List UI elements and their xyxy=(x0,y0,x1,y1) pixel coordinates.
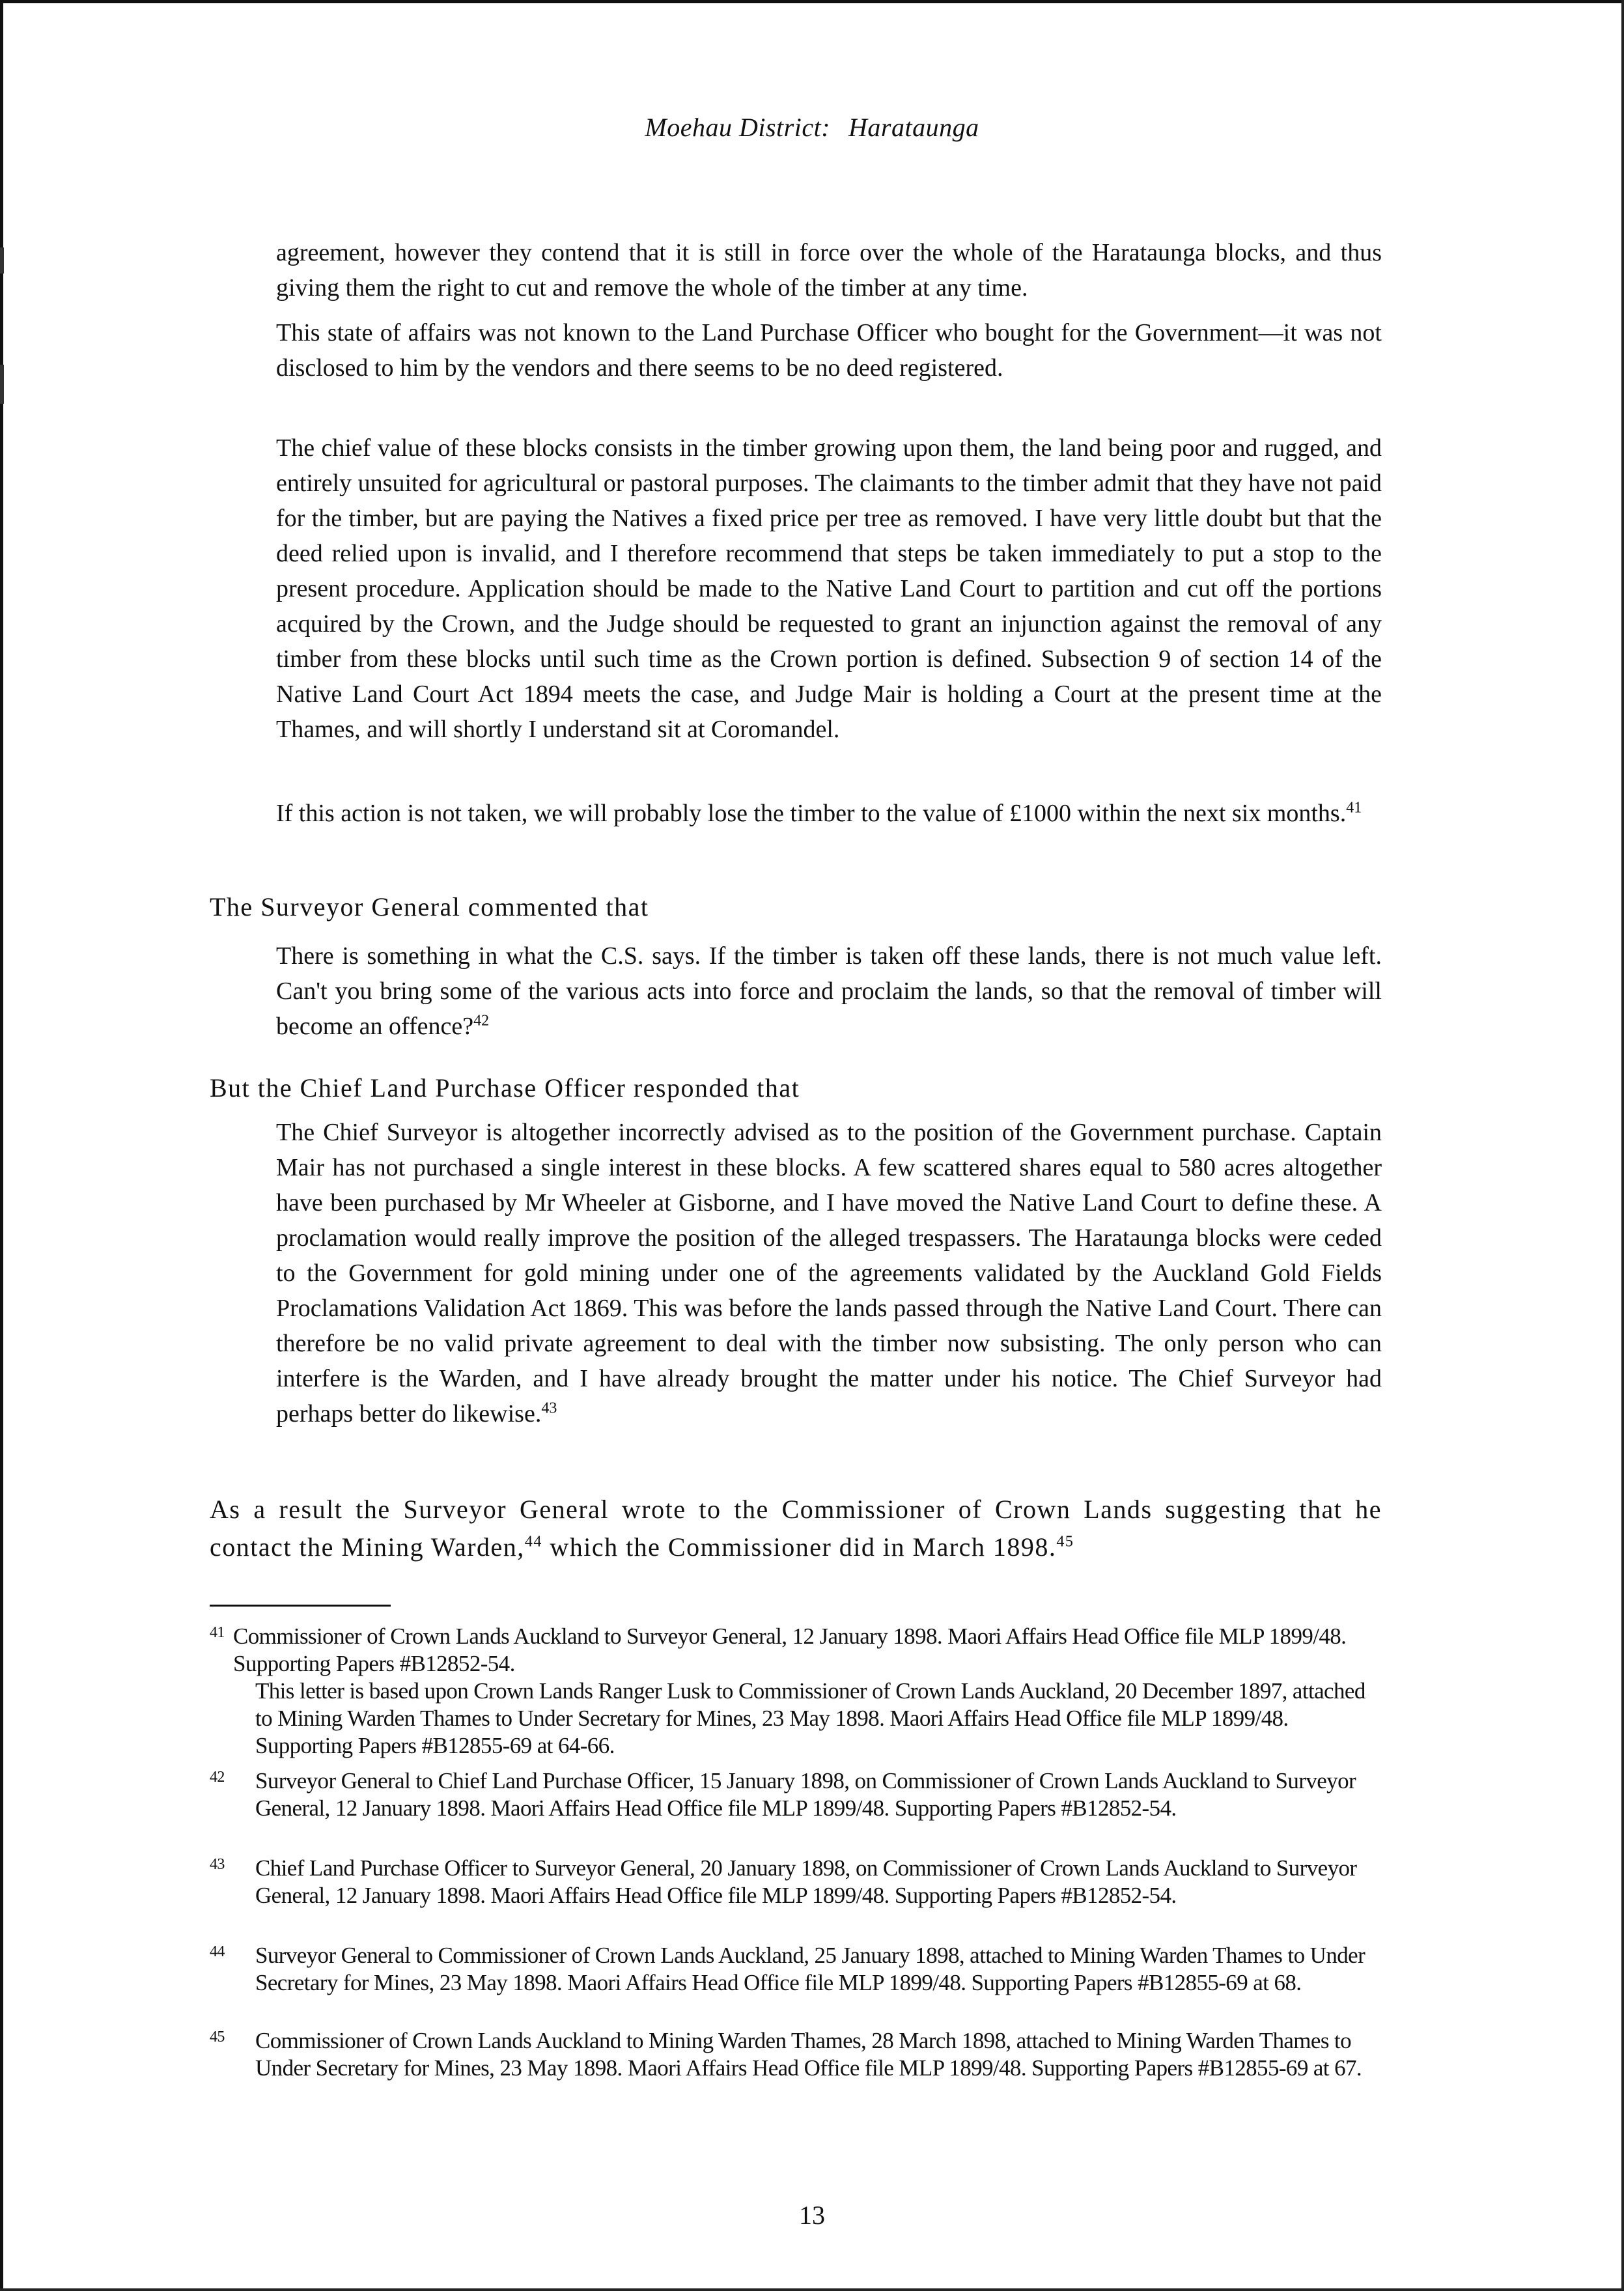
quote-paragraph: agreement, however they contend that it is still in force over the whole of the Harataunga blocks, and thus giving them the right to cut and remove the whole of the timber at any time. xyxy=(276,239,1382,302)
page-number: 13 xyxy=(799,2200,825,2230)
footnote-separator xyxy=(210,1605,391,1607)
footnote-number: 43 xyxy=(210,1856,225,1873)
quote-paragraph: The chief value of these blocks consists in the timber growing upon them, the land being poor and rugged, and entirely unsuited for agricultural or pastoral purposes. The claimants to the timber admit that they have not paid for the timber, but are paying the Natives a fixed price per tree as removed. I have very little doubt but that the deed relied upon is invalid, and I therefore recommend that steps be taken immediately to put a stop to the present procedure. Application should be made to the Native Land Court to partition and cut off the portions acquired by the Crown, and the Judge should be requested to grant an injunction against the removal of any timber from these blocks until such time as the Crown portion is defined. Subsection 9 of section 14 of the Native Land Court Act 1894 meets the case, and Judge Mair is holding a Court at the present time at the Thames, and will shortly I understand sit at Coromandel. xyxy=(276,434,1382,743)
footnote-text: Commissioner of Crown Lands Auckland to Surveyor General, 12 January 1898. Maori Affairs Head Office file MLP 1899/48. Supporting Papers #B12852-54. xyxy=(233,1623,1347,1676)
footnote-text: This letter is based upon Crown Lands Ranger Lusk to Commissioner of Crown Lands Auckland, 20 December 1897, attached to Mining Warden Thames to Under Secretary for Mines, 23 May 1898. Maori Affairs Head Office file MLP 1899/48. Supporting Papers #B12855-69 at 64-66. xyxy=(255,1678,1365,1758)
footnote xyxy=(210,1623,1382,1760)
footnote-ref: 45 xyxy=(1056,1533,1074,1551)
scan-edge-mark xyxy=(0,247,4,274)
page-border-right xyxy=(1621,0,1624,2291)
paragraph-text: As a result the Surveyor General wrote to the Commissioner of Crown Lands suggesting that he contact the Mining Warden, xyxy=(210,1495,1382,1562)
header-block-name: Harataunga xyxy=(848,113,979,142)
footnote-text: Surveyor General to Chief Land Purchase Officer, 15 January 1898, on Commissioner of Crown Lands Auckland to Surveyor General, 12 January 1898. Maori Affairs Head Office file MLP 1899/48. Supporting Papers #B12852-54. xyxy=(255,1768,1356,1821)
footnote xyxy=(210,1855,1382,1909)
page-border-top xyxy=(0,0,1624,3)
footnote-text: Surveyor General to Commissioner of Crown Lands Auckland, 25 January 1898, attached to Mining Warden Thames to Under Secretary for Mines, 23 May 1898. Maori Affairs Head Office file MLP 1899/48. Supporting Papers #B12855-69 at 68. xyxy=(255,1943,1365,1995)
lead-in-sentence: The Surveyor General commented that xyxy=(210,892,649,921)
footnote xyxy=(210,1767,1382,1822)
concluding-paragraph xyxy=(210,1491,1382,1566)
footnote-number: 41 xyxy=(210,1624,225,1641)
footnote-ref: 44 xyxy=(524,1533,542,1551)
footnote-number: 44 xyxy=(210,1943,225,1960)
quote-text: There is something in what the C.S. says. If the timber is taken off these lands, there is not much value left. Can't you bring some of the various acts into force and proclaim the lands, so that the removal of timber will become an offence? xyxy=(276,942,1382,1040)
page-border-left xyxy=(0,0,3,2291)
page-border-bottom xyxy=(0,2288,1624,2291)
scan-edge-mark xyxy=(0,365,4,404)
header-district: Moehau District: xyxy=(645,113,831,142)
footnote-ref: 43 xyxy=(541,1399,557,1417)
quote-paragraph xyxy=(276,938,1382,1044)
footnote-text: Chief Land Purchase Officer to Surveyor General, 20 January 1898, on Commissioner of Crown Lands Auckland to Surveyor General, 12 January 1898. Maori Affairs Head Office file MLP 1899/48. Supporting Papers #B12852-54. xyxy=(255,1855,1357,1908)
footnote xyxy=(210,1942,1382,1997)
footnote-ref: 42 xyxy=(473,1012,490,1030)
quote-paragraph xyxy=(276,1115,1382,1431)
running-header xyxy=(0,112,1624,143)
footnote-text: Commissioner of Crown Lands Auckland to Mining Warden Thames, 28 March 1898, attached to Mining Warden Thames to Under Secretary for Mines, 23 May 1898. Maori Affairs Head Office file MLP 1899/48. Supporting Papers #B12855-69 at 67. xyxy=(255,2028,1362,2081)
quote-text: If this action is not taken, we will probably lose the timber to the value of £1000 within the next six months. xyxy=(276,800,1347,827)
paragraph-text: which the Commissioner did in March 1898. xyxy=(542,1532,1057,1562)
footnote-number: 42 xyxy=(210,1769,225,1786)
footnote-number: 45 xyxy=(210,2029,225,2045)
footnote xyxy=(210,2027,1382,2082)
quote-text: The Chief Surveyor is altogether incorrectly advised as to the position of the Government purchase. Captain Mair has not purchased a single interest in these blocks. A few scattered shares equal to 580 acres altogether have been purchased by Mr Wheeler at Gisborne, and I have moved the Native Land Court to define these. A proclamation would really improve the position of the alleged trespassers. The Harataunga blocks were ceded to the Government for gold mining under one of the agreements validated by the Auckland Gold Fields Proclamations Validation Act 1869. This was before the lands passed through the Native Land Court. There can therefore be no valid private agreement to deal with the timber now subsisting. The only person who can interfere is the Warden, and I have already brought the matter under his notice. The Chief Surveyor had perhaps better do likewise. xyxy=(276,1119,1382,1427)
lead-in-sentence: But the Chief Land Purchase Officer responded that xyxy=(210,1073,800,1103)
footnote-ref: 41 xyxy=(1346,799,1362,817)
quote-paragraph: This state of affairs was not known to the Land Purchase Officer who bought for the Government—it was not disclosed to him by the vendors and there seems to be no deed registered. xyxy=(276,319,1382,382)
quote-paragraph xyxy=(276,796,1382,831)
